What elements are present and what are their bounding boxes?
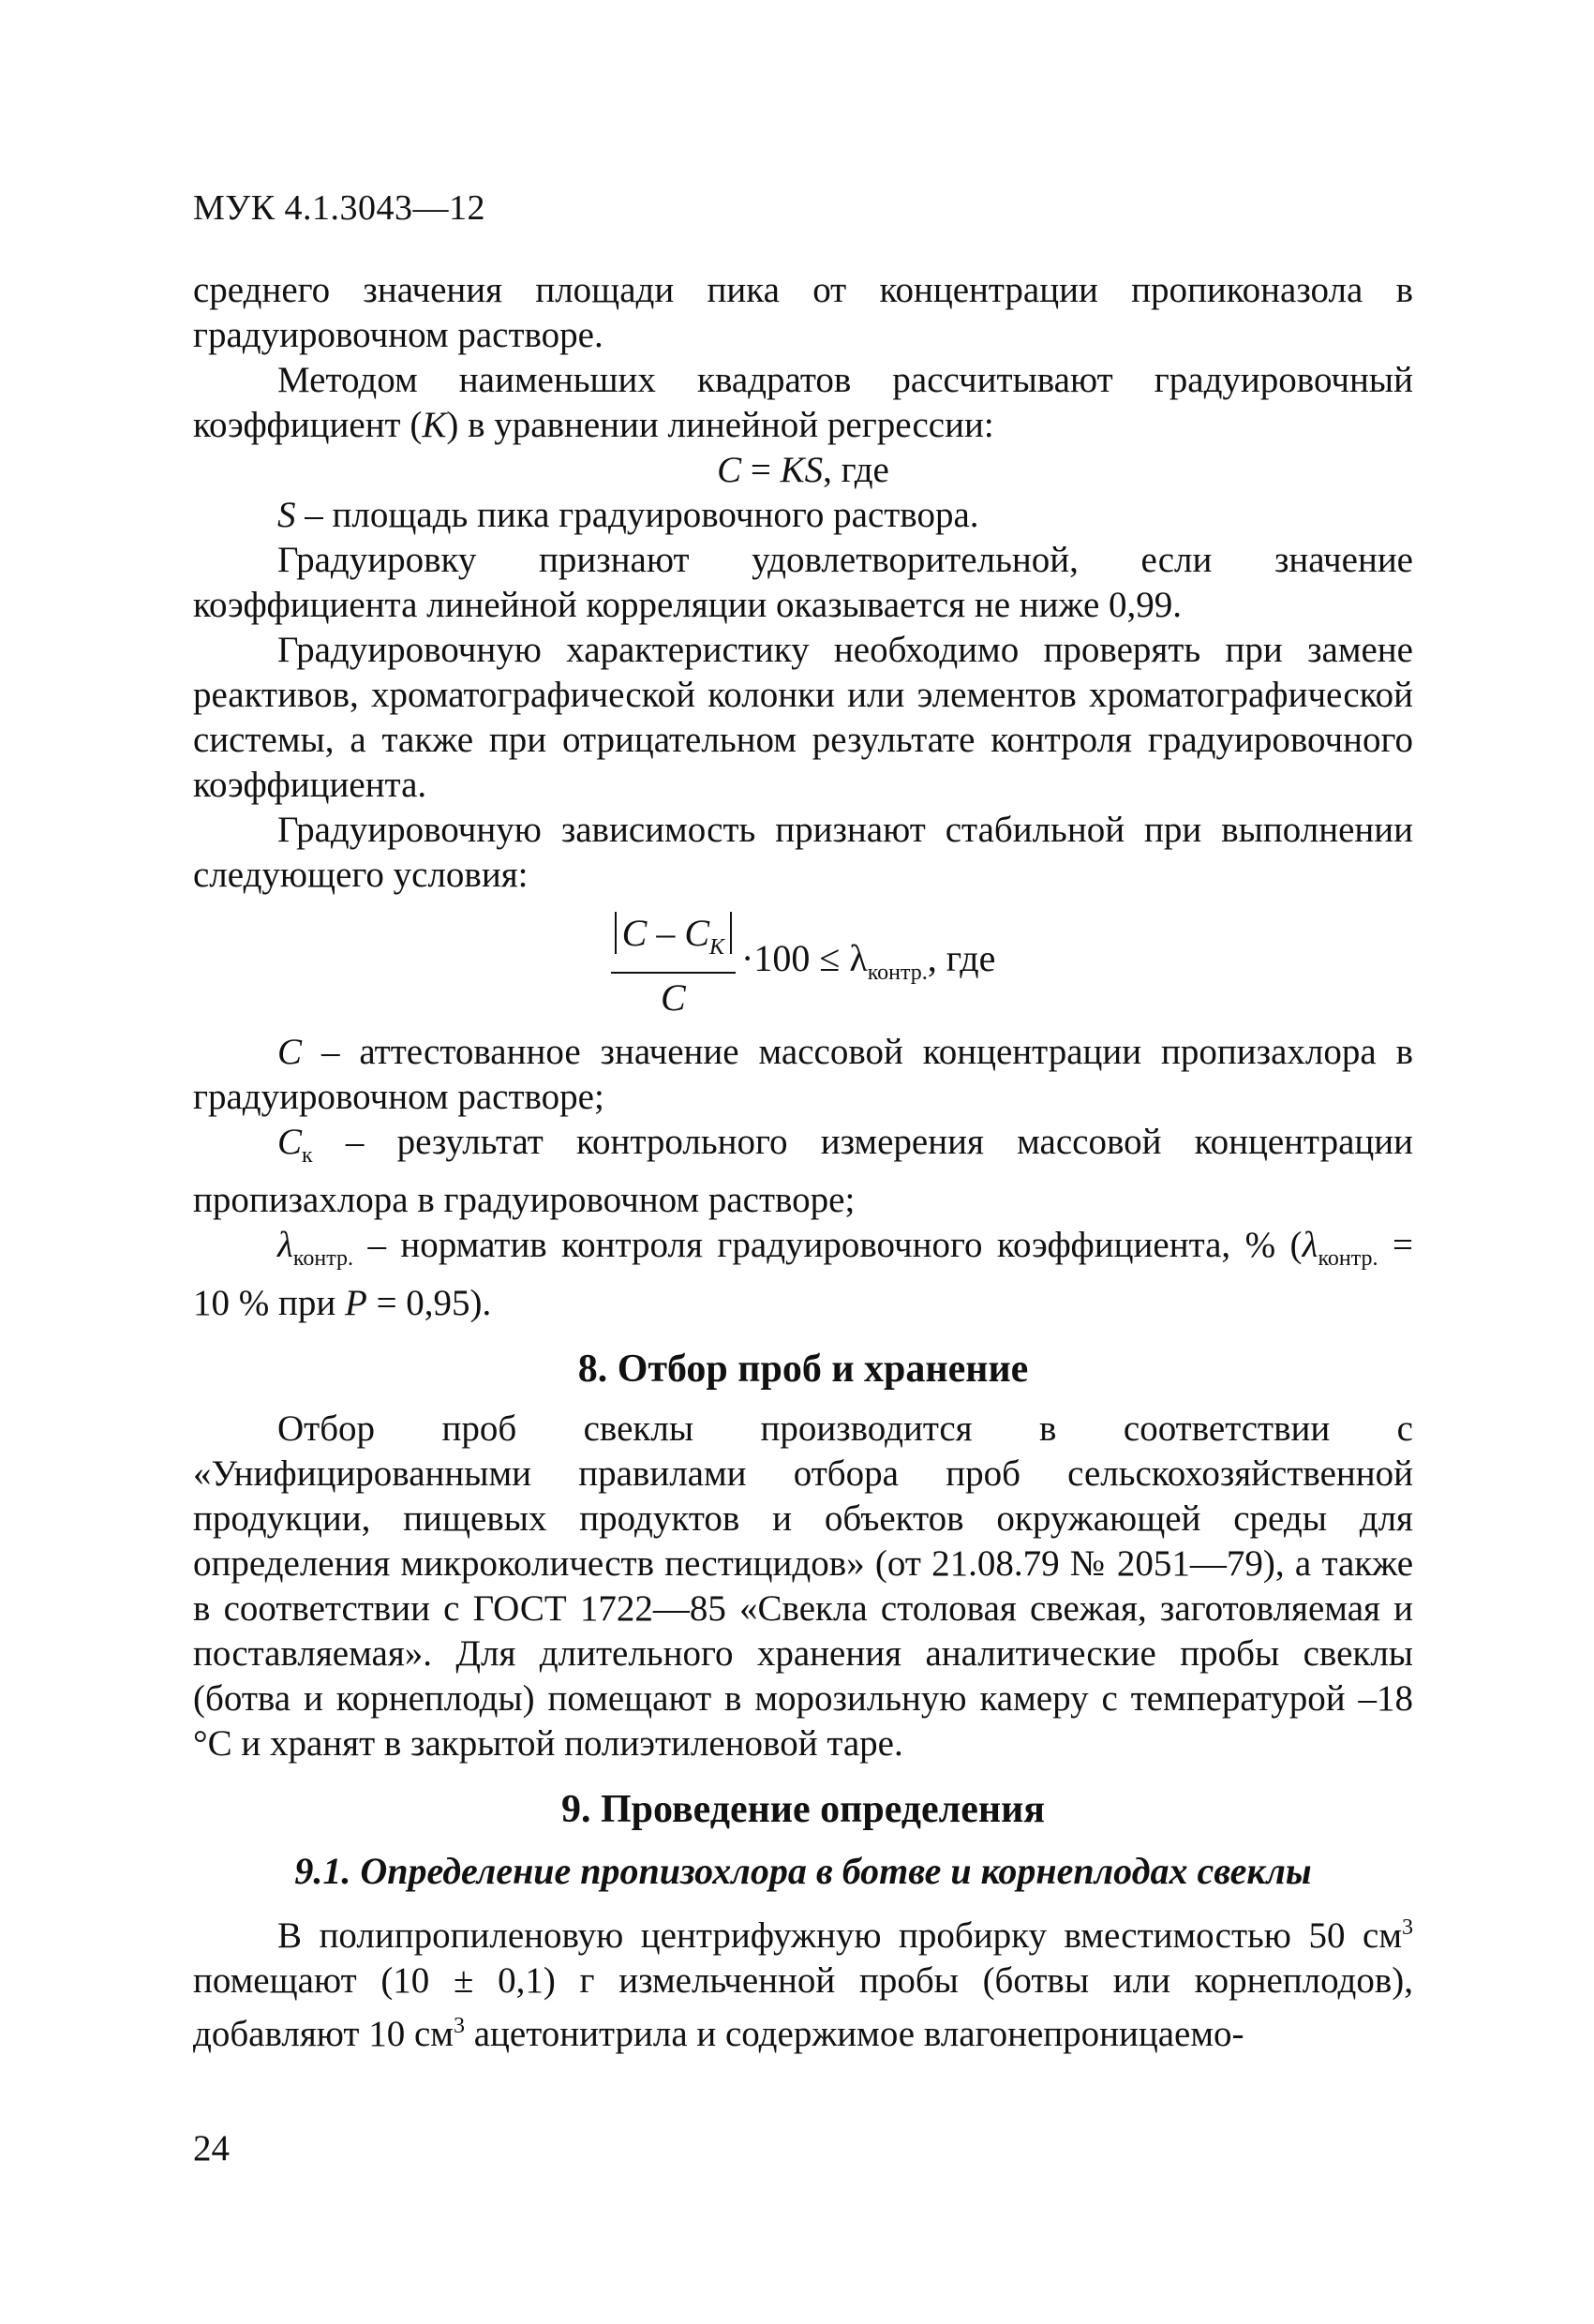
formula-fraction xyxy=(611,911,736,1020)
superscript: 3 xyxy=(1402,1914,1413,1940)
paragraph xyxy=(193,538,1413,628)
subsection-9-1-heading: 9.1. Определение пропизохлора в ботве и корнеплодах свеклы xyxy=(294,1849,1312,1892)
document-body xyxy=(193,268,1413,2057)
definition-c xyxy=(193,1030,1413,1120)
section-9-heading: 9. Проведение определения xyxy=(560,1787,1046,1831)
fraction-numerator xyxy=(611,911,736,974)
paragraph-text: – аттестованное значение массовой концентрации пропизахлора в градуировочном растворе; xyxy=(193,1032,1413,1117)
paragraph xyxy=(193,358,1413,448)
subscript: контр. xyxy=(292,1245,353,1271)
fraction-denominator: C xyxy=(661,976,686,1019)
paragraph-text: = 10 % при xyxy=(193,1224,1414,1323)
formula-rest-subscript: контр. xyxy=(867,961,928,985)
paragraph-text: – норматив контроля градуировочного коэффициента, % ( xyxy=(352,1224,1303,1265)
paragraph xyxy=(193,493,1413,538)
superscript: 3 xyxy=(453,2013,465,2038)
equals-sign: = xyxy=(741,450,781,490)
section-8-heading: 8. Отбор проб и хранение xyxy=(577,1347,1029,1391)
symbol-k: K xyxy=(422,405,447,445)
symbol-ks: KS xyxy=(780,450,824,490)
paragraph-text: помещают (10 ± 0,1) г измельченной пробы (ботвы или корнеплодов), добавляют 10 см xyxy=(193,1959,1413,2054)
formula-rest xyxy=(741,936,995,995)
paragraph-text: – результат контрольного измерения массовой концентрации пропизахлора в градуировочном растворе; xyxy=(193,1122,1413,1220)
symbol-lambda: λ xyxy=(277,1224,293,1265)
numerator-text: C – C xyxy=(621,912,710,954)
symbol-lambda: λ xyxy=(1302,1224,1318,1265)
section-8-paragraph xyxy=(193,1407,1413,1766)
symbol-s: S xyxy=(277,495,296,535)
paragraph-text: Отбор проб свеклы производится в соответствии с «Унифицированными правилами отбора проб сельскохозяйственной продукции, пищевых продуктов и объектов окружающей среды для определения микроколичеств пестицидов» (от 21.08.79 № 2051—79), а также в соответствии с ГОСТ 1722—85 «Свекла столовая свежая, заготовляемая и поставляемая». Для длительного хранения аналитические пробы свеклы (ботва и корнеплоды) помещают в морозильную камеру с температурой –18 °С и хранят в закрытой полиэтиленовой таре. xyxy=(193,1408,1413,1764)
paragraph-text: Градуировочную характеристику необходимо проверять при замене реактивов, хроматографической колонки или элементов хроматографической системы, а также при отрицательном результате контроля градуировочного коэффициента. xyxy=(193,630,1413,805)
paragraph xyxy=(193,268,1413,358)
paragraph-text: Градуировку признают удовлетворительной, если значение коэффициента линейной корреляции оказывается не ниже 0,99. xyxy=(193,540,1413,625)
section-9-paragraph xyxy=(193,1905,1413,2057)
paragraph-text: ) в уравнении линейной регрессии: xyxy=(446,405,994,445)
formula-stability xyxy=(193,911,1413,1020)
formula-where: , где xyxy=(927,937,996,979)
document-code: МУК 4.1.3043—12 xyxy=(193,188,486,228)
paragraph-text: среднего значения площади пика от концентрации пропиконазола в градуировочном растворе. xyxy=(193,270,1413,355)
paragraph-text: – площадь пика градуировочного раствора. xyxy=(295,495,979,535)
paragraph-text: Методом наименьших квадратов рассчитывают градуировочный коэффициент ( xyxy=(193,360,1413,445)
symbol-c: C xyxy=(277,1032,303,1072)
subscript: к xyxy=(302,1142,313,1168)
paragraph-text: В полипропиленовую центрифужную пробирку вместимостью 50 см xyxy=(277,1914,1402,1956)
symbol-c: C xyxy=(277,1122,303,1162)
symbol-c: C xyxy=(717,450,742,490)
formula-rest-text: ·100 ≤ λ xyxy=(741,937,868,979)
page-number: 24 xyxy=(193,2128,230,2168)
definition-ck xyxy=(193,1120,1413,1223)
formula-regression xyxy=(193,448,1413,493)
symbol-p: P xyxy=(344,1282,367,1323)
formula-where: , где xyxy=(823,450,889,490)
paragraph xyxy=(193,628,1413,808)
definition-lambda xyxy=(193,1223,1413,1326)
paragraph-text: = 0,95). xyxy=(366,1282,492,1323)
paragraph-text: Градуировочную зависимость признают стабильной при выполнении следующего условия: xyxy=(193,810,1413,895)
paragraph xyxy=(193,808,1413,898)
subscript: контр. xyxy=(1318,1245,1378,1271)
paragraph-text: ацетонитрила и содержимое влагонепроницаемо- xyxy=(464,2013,1244,2054)
numerator-subscript: K xyxy=(709,935,725,960)
absolute-value xyxy=(615,912,732,960)
